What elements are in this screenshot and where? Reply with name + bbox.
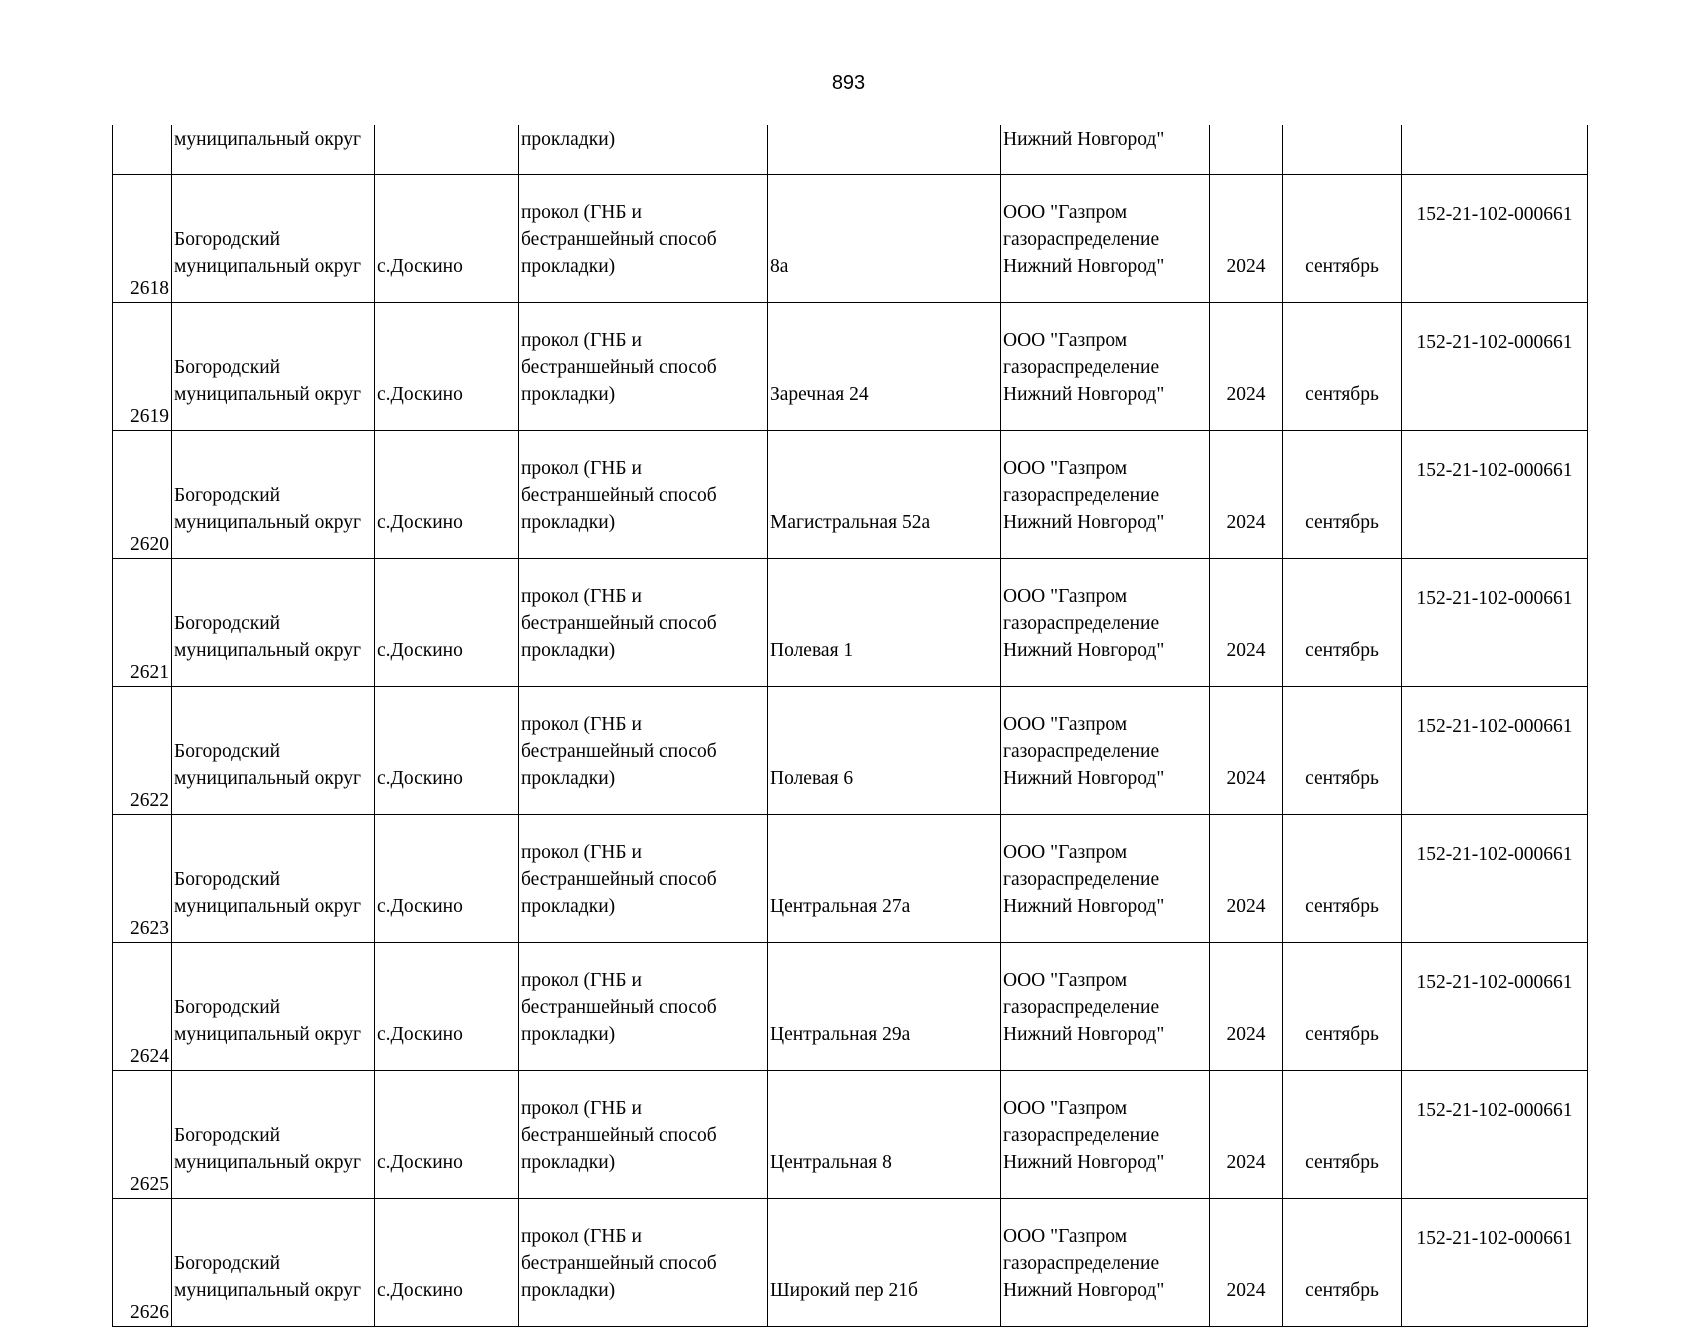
cell-number: 2619 — [113, 303, 172, 431]
cell-number: 2622 — [113, 687, 172, 815]
cell-work-method: прокол (ГНБ и бестраншейный способ прокладки) — [519, 559, 768, 687]
cell-month: сентябрь — [1283, 303, 1402, 431]
cell-year: 2024 — [1210, 431, 1283, 559]
table-row — [113, 1071, 1588, 1199]
cell-code: 152-21-102-000661 — [1402, 559, 1588, 687]
cell-year: 2024 — [1210, 559, 1283, 687]
page-number: 893 — [831, 72, 866, 94]
cell-organization: ООО "Газпром газораспределение Нижний Новгород" — [1001, 559, 1210, 687]
cell-number: 2624 — [113, 943, 172, 1071]
cell-settlement: с.Доскино — [375, 303, 519, 431]
cell-code: 152-21-102-000661 — [1402, 1199, 1588, 1327]
cell-address: Полевая 1 — [768, 559, 1001, 687]
cell-work-method: прокол (ГНБ и бестраншейный способ прокладки) — [519, 303, 768, 431]
cell-address: Центральная 29а — [768, 943, 1001, 1071]
cell-organization: ООО "Газпром газораспределение Нижний Новгород" — [1001, 1199, 1210, 1327]
cell-district: Богородский муниципальный округ — [172, 175, 375, 303]
cell-district: Богородский муниципальный округ — [172, 303, 375, 431]
cell-district: Богородский муниципальный округ — [172, 943, 375, 1071]
cell-code: 152-21-102-000661 — [1402, 687, 1588, 815]
cell-year: 2024 — [1210, 303, 1283, 431]
cell-number: 2623 — [113, 815, 172, 943]
cell-settlement: с.Доскино — [375, 815, 519, 943]
cell-organization: ООО "Газпром газораспределение Нижний Новгород" — [1001, 815, 1210, 943]
cell-work-method: прокол (ГНБ и бестраншейный способ прокладки) — [519, 687, 768, 815]
cell-code: 152-21-102-000661 — [1402, 431, 1588, 559]
cell-settlement: с.Доскино — [375, 943, 519, 1071]
cell-code: 152-21-102-000661 — [1402, 815, 1588, 943]
cell-year: 2024 — [1210, 175, 1283, 303]
cell-district: Богородский муниципальный округ — [172, 1199, 375, 1327]
table-row — [113, 687, 1588, 815]
table-row-continuation — [113, 125, 1588, 175]
cell-address: Магистральная 52а — [768, 431, 1001, 559]
cell-address: 8а — [768, 175, 1001, 303]
cell-work-method: прокол (ГНБ и бестраншейный способ прокладки) — [519, 943, 768, 1071]
cell-code — [1402, 125, 1588, 175]
cell-number: 2618 — [113, 175, 172, 303]
cell-code: 152-21-102-000661 — [1402, 175, 1588, 303]
cell-code: 152-21-102-000661 — [1402, 1071, 1588, 1199]
cell-settlement: с.Доскино — [375, 175, 519, 303]
cell-work-method: прокол (ГНБ и бестраншейный способ прокладки) — [519, 815, 768, 943]
table-row — [113, 431, 1588, 559]
table-row — [113, 559, 1588, 687]
cell-organization: ООО "Газпром газораспределение Нижний Новгород" — [1001, 943, 1210, 1071]
cell-address: Полевая 6 — [768, 687, 1001, 815]
cell-district: Богородский муниципальный округ — [172, 431, 375, 559]
cell-year: 2024 — [1210, 815, 1283, 943]
cell-month: сентябрь — [1283, 1071, 1402, 1199]
cell-month — [1283, 125, 1402, 175]
cell-address: Широкий пер 21б — [768, 1199, 1001, 1327]
cell-address — [768, 125, 1001, 175]
table-row — [113, 175, 1588, 303]
cell-settlement: с.Доскино — [375, 431, 519, 559]
cell-district: Богородский муниципальный округ — [172, 815, 375, 943]
cell-month: сентябрь — [1283, 687, 1402, 815]
cell-district: Богородский муниципальный округ — [172, 1071, 375, 1199]
table-row — [113, 303, 1588, 431]
cell-year: 2024 — [1210, 1071, 1283, 1199]
cell-number: 2621 — [113, 559, 172, 687]
cell-month: сентябрь — [1283, 175, 1402, 303]
cell-code: 152-21-102-000661 — [1402, 943, 1588, 1071]
cell-organization: ООО "Газпром газораспределение Нижний Новгород" — [1001, 303, 1210, 431]
cell-organization: ООО "Газпром газораспределение Нижний Новгород" — [1001, 431, 1210, 559]
cell-month: сентябрь — [1283, 431, 1402, 559]
cell-district: Богородский муниципальный округ — [172, 559, 375, 687]
table-row — [113, 943, 1588, 1071]
cell-month: сентябрь — [1283, 559, 1402, 687]
cell-address: Заречная 24 — [768, 303, 1001, 431]
cell-year — [1210, 125, 1283, 175]
cell-work-method: прокладки) — [519, 125, 768, 175]
cell-address: Центральная 27а — [768, 815, 1001, 943]
cell-work-method: прокол (ГНБ и бестраншейный способ прокладки) — [519, 175, 768, 303]
cell-work-method: прокол (ГНБ и бестраншейный способ прокладки) — [519, 1199, 768, 1327]
cell-organization: ООО "Газпром газораспределение Нижний Новгород" — [1001, 175, 1210, 303]
cell-organization: ООО "Газпром газораспределение Нижний Новгород" — [1001, 1071, 1210, 1199]
cell-address: Центральная 8 — [768, 1071, 1001, 1199]
cell-month: сентябрь — [1283, 943, 1402, 1071]
cell-organization: ООО "Газпром газораспределение Нижний Новгород" — [1001, 687, 1210, 815]
cell-work-method: прокол (ГНБ и бестраншейный способ прокладки) — [519, 431, 768, 559]
cell-year: 2024 — [1210, 687, 1283, 815]
cell-number: 2620 — [113, 431, 172, 559]
cell-month: сентябрь — [1283, 1199, 1402, 1327]
cell-district: Богородский муниципальный округ — [172, 687, 375, 815]
cell-year: 2024 — [1210, 1199, 1283, 1327]
cell-settlement: с.Доскино — [375, 1071, 519, 1199]
table-row — [113, 1199, 1588, 1327]
cell-work-method: прокол (ГНБ и бестраншейный способ прокладки) — [519, 1071, 768, 1199]
cell-number: 2626 — [113, 1199, 172, 1327]
cell-settlement: с.Доскино — [375, 559, 519, 687]
work-schedule-table — [112, 125, 1588, 1327]
table-row — [113, 815, 1588, 943]
cell-number: 2625 — [113, 1071, 172, 1199]
cell-settlement: с.Доскино — [375, 687, 519, 815]
cell-month: сентябрь — [1283, 815, 1402, 943]
cell-organization: Нижний Новгород" — [1001, 125, 1210, 175]
cell-district: муниципальный округ — [172, 125, 375, 175]
cell-year: 2024 — [1210, 943, 1283, 1071]
cell-number — [113, 125, 172, 175]
cell-settlement — [375, 125, 519, 175]
cell-code: 152-21-102-000661 — [1402, 303, 1588, 431]
cell-settlement: с.Доскино — [375, 1199, 519, 1327]
